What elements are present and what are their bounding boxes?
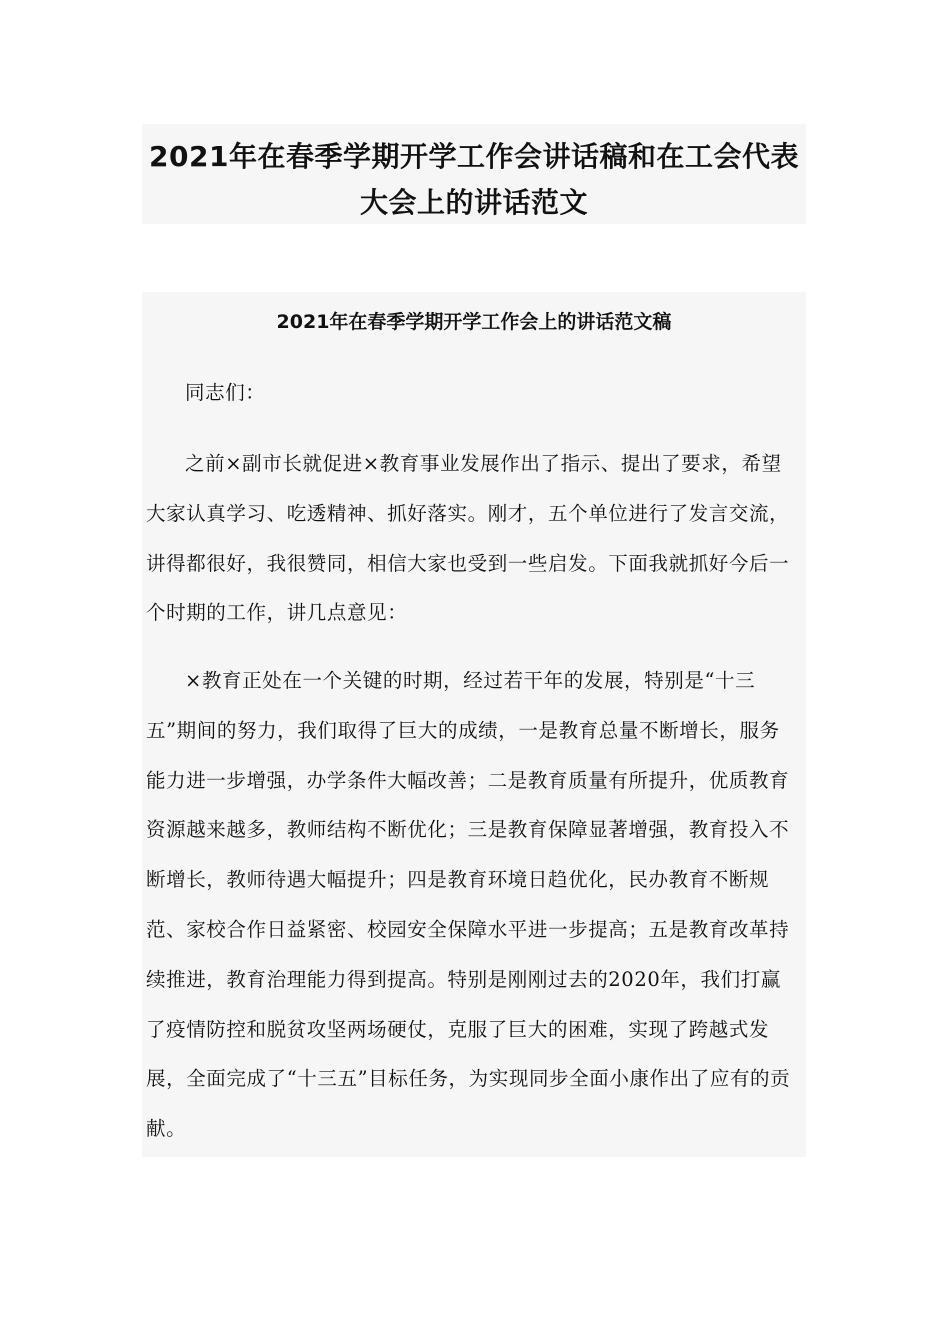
speech-body [142, 292, 806, 1157]
paragraph-2: ×教育正处在一个关键的时期，经过若干年的发展，特别是“十三五”期间的努力，我们取得了巨大的成绩，一是教育总量不断增长，服务能力进一步增强，办学条件大幅改善；二是教育质量有所提升，优质教育资源越来越多，教师结构不断优化；三是教育保障显著增强，教育投入不断增长，教师待遇大幅提升；四是教育环境日趋优化，民办教育不断规范、家校合作日益紧密、校园安全保障水平进一步提高；五是教育改革持续推进，教育治理能力得到提高。特别是刚刚过去的2020年，我们打赢了疫情防控和脱贫攻坚两场硬仗，克服了巨大的困难，实现了跨越式发展，全面完成了“十三五”目标任务，为实现同步全面小康作出了应有的贡献。 [146, 669, 791, 1141]
document-title [142, 124, 806, 226]
document-title-line-2: 大会上的讲话范文 [359, 186, 588, 219]
paragraph-1: 之前×副市长就促进×教育事业发展作出了指示、提出了要求，希望大家认真学习、吃透精神、抓好落实。刚才，五个单位进行了发言交流，讲得都很好，我很赞同，相信大家也受到一些启发。下面我就抓好今后一个时期的工作，讲几点意见： [146, 452, 790, 625]
document-title-block [142, 124, 806, 224]
document-title-line-1: 2021年在春季学期开学工作会讲话稿和在工会代表 [149, 140, 799, 173]
salutation: 同志们： [185, 381, 266, 404]
speech-heading: 2021年在春季学期开学工作会上的讲话范文稿 [276, 311, 672, 333]
